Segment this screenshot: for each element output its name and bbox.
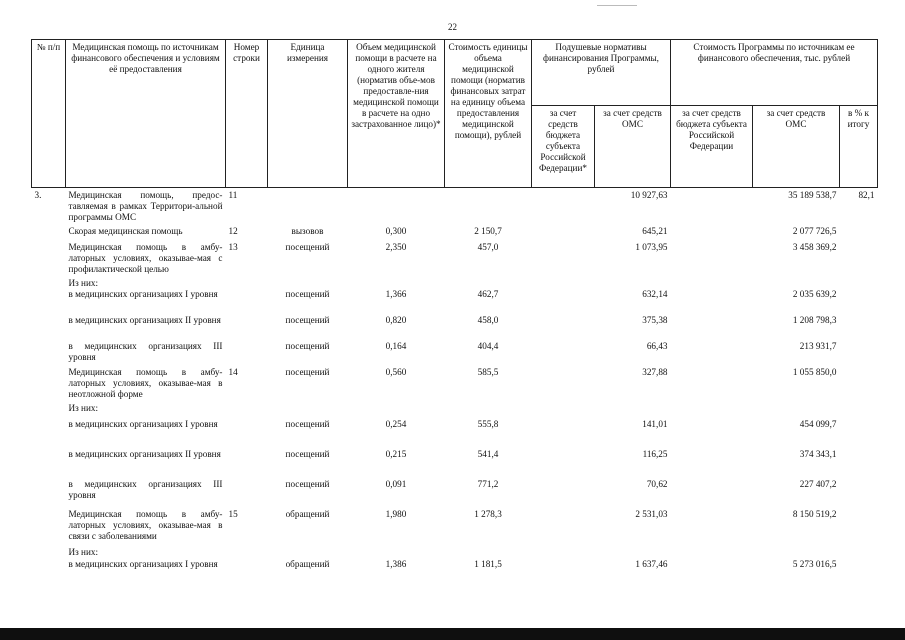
cell-unit: посещений [285, 288, 330, 299]
cell-volume: 0,254 [385, 418, 407, 429]
cell-pc-budget [532, 509, 595, 547]
cell-pc-oms [595, 547, 671, 559]
cell-num [32, 278, 66, 289]
cell-name: Из них: [68, 546, 99, 557]
cell-pct [840, 226, 878, 242]
cell-volume: 0,560 [385, 366, 407, 377]
cell-volume: 0,820 [385, 314, 407, 325]
cell-prog-budget [671, 449, 753, 479]
cell-pct [840, 341, 878, 367]
header-name: Медицинская помощь по источникам финансового обеспечения и условиям её предоставления [66, 40, 226, 188]
cell-pc-budget [532, 315, 595, 341]
cell-row: 12 [228, 225, 238, 236]
cell-pc-budget [532, 242, 595, 278]
cell-pc-oms [595, 403, 671, 419]
cell-pc-oms: 116,25 [642, 448, 668, 459]
cell-pc-oms: 375,38 [642, 314, 668, 325]
cell-volume: 0,164 [385, 340, 407, 351]
cell-row [226, 403, 268, 419]
cell-num [32, 479, 66, 509]
cell-volume: 1,386 [385, 558, 407, 569]
cell-unit: обращений [285, 508, 330, 519]
cell-pct [840, 419, 878, 449]
cell-pc-oms: 1 637,46 [635, 558, 668, 569]
cell-volume [348, 278, 445, 289]
cell-row [226, 449, 268, 479]
cell-prog-oms: 35 189 538,7 [788, 190, 837, 200]
header-prog-oms: за счет средств ОМС [753, 106, 840, 188]
header-pc-budget: за счет средств бюджета субъекта Российской Федерации* [532, 106, 595, 188]
cell-pc-budget [532, 188, 595, 226]
top-scan-mark [597, 5, 637, 6]
table-row [32, 367, 878, 403]
cell-row [226, 419, 268, 449]
cell-pct [840, 367, 878, 403]
cell-name: Скорая медицинская помощь [68, 225, 183, 236]
cell-num [32, 403, 66, 419]
cell-pct [840, 242, 878, 278]
cell-unit: обращений [285, 558, 330, 569]
cell-pc-budget [532, 226, 595, 242]
cell-pct [840, 278, 878, 289]
cell-cost: 1 181,5 [474, 558, 502, 569]
cell-name: Медицинская помощь в амбу-латорных условиях, оказывае-мая в неотложной форме [68, 366, 223, 399]
cell-name: в медицинских организациях III уровня [68, 478, 223, 500]
cell-name: в медицинских организациях II уровня [68, 448, 221, 459]
cell-prog-budget [671, 479, 753, 509]
cell-pct [840, 315, 878, 341]
cell-pc-oms: 10 927,63 [630, 190, 668, 200]
cell-cost: 1 278,3 [474, 508, 502, 519]
cell-pc-oms: 645,21 [642, 225, 668, 236]
cell-name: Медицинская помощь в амбу-латорных условиях, оказывае-мая с профилактической целью [68, 241, 223, 274]
cell-cost: 458,0 [477, 314, 499, 325]
cell-cost: 462,7 [477, 288, 499, 299]
scan-edge-bar [0, 628, 905, 640]
cell-num [32, 289, 66, 315]
cell-num [32, 419, 66, 449]
cell-row: 13 [228, 241, 238, 252]
cell-prog-oms: 454 099,7 [799, 418, 837, 429]
table-row [32, 479, 878, 509]
cell-unit: посещений [285, 366, 330, 377]
cell-prog-budget [671, 278, 753, 289]
cell-prog-oms: 8 150 519,2 [792, 508, 837, 519]
cell-cost: 555,8 [477, 418, 499, 429]
cell-row [226, 559, 268, 583]
cell-cost [445, 547, 532, 559]
cell-pc-oms: 141,01 [642, 418, 668, 429]
cell-unit [268, 403, 348, 419]
cell-pc-oms: 632,14 [642, 288, 668, 299]
cell-prog-oms: 374 343,1 [799, 448, 837, 459]
cell-pct [840, 479, 878, 509]
cell-pct [840, 289, 878, 315]
cell-row [226, 341, 268, 367]
cell-name: Медицинская помощь, предос-тавляемая в рамках Территори-альной программы ОМС [68, 190, 223, 222]
cell-pc-budget [532, 278, 595, 289]
cell-cost [445, 403, 532, 419]
cell-name: Из них: [68, 402, 99, 413]
cell-prog-budget [671, 419, 753, 449]
cell-pct [840, 547, 878, 559]
cell-prog-oms: 1 208 798,3 [792, 314, 837, 325]
cell-prog-oms: 3 458 369,2 [792, 241, 837, 252]
cell-row [226, 278, 268, 289]
cell-name: в медицинских организациях I уровня [68, 418, 218, 429]
header-cost: Стоимость единицы объема медицинской помощи (норматив финансовых затрат на единицу объема предоставления медицинской помощи), рублей [445, 40, 532, 188]
cell-prog-budget [671, 226, 753, 242]
table-row [32, 341, 878, 367]
cell-pc-budget [532, 449, 595, 479]
cell-pc-oms: 70,62 [646, 478, 668, 489]
cell-cost: 457,0 [477, 241, 499, 252]
cell-name: Из них: [68, 277, 99, 288]
cell-pc-budget [532, 559, 595, 583]
cell-prog-oms: 227 407,2 [799, 478, 837, 489]
cell-prog-budget [671, 242, 753, 278]
cell-volume [348, 188, 445, 226]
cell-cost [445, 188, 532, 226]
cell-prog-budget [671, 509, 753, 547]
header-prog-pct: в % к итогу [840, 106, 878, 188]
cell-pc-budget [532, 289, 595, 315]
cell-cost: 771,2 [477, 478, 499, 489]
cell-pct [840, 449, 878, 479]
cell-prog-oms [753, 547, 840, 559]
cell-pc-oms: 66,43 [646, 340, 668, 351]
cell-pc-oms: 1 073,95 [635, 241, 668, 252]
header-unit: Единица измерения [268, 40, 348, 188]
header-num: № п/п [32, 40, 66, 188]
table-row [32, 242, 878, 278]
cell-prog-oms: 5 273 016,5 [792, 558, 837, 569]
cell-pc-oms [595, 278, 671, 289]
cell-prog-budget [671, 315, 753, 341]
cell-unit: посещений [285, 448, 330, 459]
cell-volume [348, 547, 445, 559]
cell-volume: 2,350 [385, 241, 407, 252]
cell-num [32, 226, 66, 242]
cell-name: Медицинская помощь в амбу-латорных условиях, оказывае-мая в связи с заболеваниями [68, 508, 223, 541]
cell-volume: 0,300 [385, 225, 407, 236]
cell-row: 15 [228, 508, 238, 519]
cell-num: 3. [34, 190, 42, 200]
cell-row: 11 [228, 190, 238, 200]
cell-pc-budget [532, 341, 595, 367]
cell-unit: посещений [285, 418, 330, 429]
cell-prog-oms: 2 077 726,5 [792, 225, 837, 236]
cell-num [32, 449, 66, 479]
cell-pc-budget [532, 403, 595, 419]
cell-prog-budget [671, 289, 753, 315]
cell-name: в медицинских организациях III уровня [68, 340, 223, 362]
cell-pct [840, 403, 878, 419]
cell-prog-oms [753, 278, 840, 289]
cell-prog-budget [671, 367, 753, 403]
header-prog-budget: за счет средств бюджета субъекта Российской Федерации [671, 106, 753, 188]
table-row [32, 278, 878, 289]
cell-name: в медицинских организациях I уровня [68, 558, 218, 569]
cell-unit [268, 547, 348, 559]
cell-pct [840, 509, 878, 547]
table-row [32, 419, 878, 449]
cell-name: в медицинских организациях I уровня [68, 288, 218, 299]
cell-cost: 404,4 [477, 340, 499, 351]
table-body [32, 188, 878, 583]
cell-prog-oms: 213 931,7 [799, 340, 837, 351]
header-per-capita-group: Подушевые нормативы финансирования Программы, рублей [532, 40, 671, 106]
cell-name: в медицинских организациях II уровня [68, 314, 221, 325]
cell-prog-budget [671, 341, 753, 367]
cell-pc-oms: 2 531,03 [635, 508, 668, 519]
cell-row [226, 315, 268, 341]
cell-num [32, 547, 66, 559]
cell-prog-oms: 1 055 850,0 [792, 366, 837, 377]
header-row: Номер строки [226, 40, 268, 188]
cell-num [32, 559, 66, 583]
cell-cost [445, 278, 532, 289]
cell-prog-budget [671, 188, 753, 226]
cell-volume: 1,366 [385, 288, 407, 299]
cell-volume: 1,980 [385, 508, 407, 519]
table-row [32, 188, 878, 226]
cell-pc-budget [532, 547, 595, 559]
cell-unit: посещений [285, 478, 330, 489]
header-pc-oms: за счет средств ОМС [595, 106, 671, 188]
cell-pc-budget [532, 367, 595, 403]
table-row [32, 226, 878, 242]
cell-prog-oms [753, 403, 840, 419]
cell-unit: посещений [285, 314, 330, 325]
table-row [32, 509, 878, 547]
cell-prog-budget [671, 559, 753, 583]
cell-unit: посещений [285, 241, 330, 252]
cell-row: 14 [228, 366, 238, 377]
cell-unit: посещений [285, 340, 330, 351]
table-row [32, 403, 878, 419]
cell-cost: 2 150,7 [474, 225, 502, 236]
cell-cost: 585,5 [477, 366, 499, 377]
cell-prog-budget [671, 403, 753, 419]
header-program-cost-group: Стоимость Программы по источникам ее финансового обеспечения, тыс. рублей [671, 40, 878, 106]
cell-volume: 0,215 [385, 448, 407, 459]
cell-cost: 541,4 [477, 448, 499, 459]
cell-row [226, 547, 268, 559]
table-row [32, 315, 878, 341]
cell-row [226, 479, 268, 509]
cell-row [226, 289, 268, 315]
cell-num [32, 509, 66, 547]
table-row [32, 449, 878, 479]
cell-pct: 82,1 [858, 190, 875, 200]
cell-volume: 0,091 [385, 478, 407, 489]
cell-unit [268, 278, 348, 289]
cell-num [32, 242, 66, 278]
cell-num [32, 341, 66, 367]
header-volume: Объем медицинской помощи в расчете на одного жителя (норматив объе-мов предоставле-ния медицинской помощи в расчете на одно застрахованное лицо)* [348, 40, 445, 188]
table-row [32, 559, 878, 583]
page-number: 22 [448, 22, 457, 32]
cell-num [32, 315, 66, 341]
cell-pc-oms: 327,88 [642, 366, 668, 377]
cell-prog-budget [671, 547, 753, 559]
cell-unit: вызовов [291, 225, 324, 236]
cell-pc-budget [532, 479, 595, 509]
cell-pct [840, 559, 878, 583]
cell-unit [268, 188, 348, 226]
table-row [32, 289, 878, 315]
financing-table [31, 39, 878, 583]
cell-pc-budget [532, 419, 595, 449]
cell-volume [348, 403, 445, 419]
cell-num [32, 367, 66, 403]
cell-prog-oms: 2 035 639,2 [792, 288, 837, 299]
table-row [32, 547, 878, 559]
